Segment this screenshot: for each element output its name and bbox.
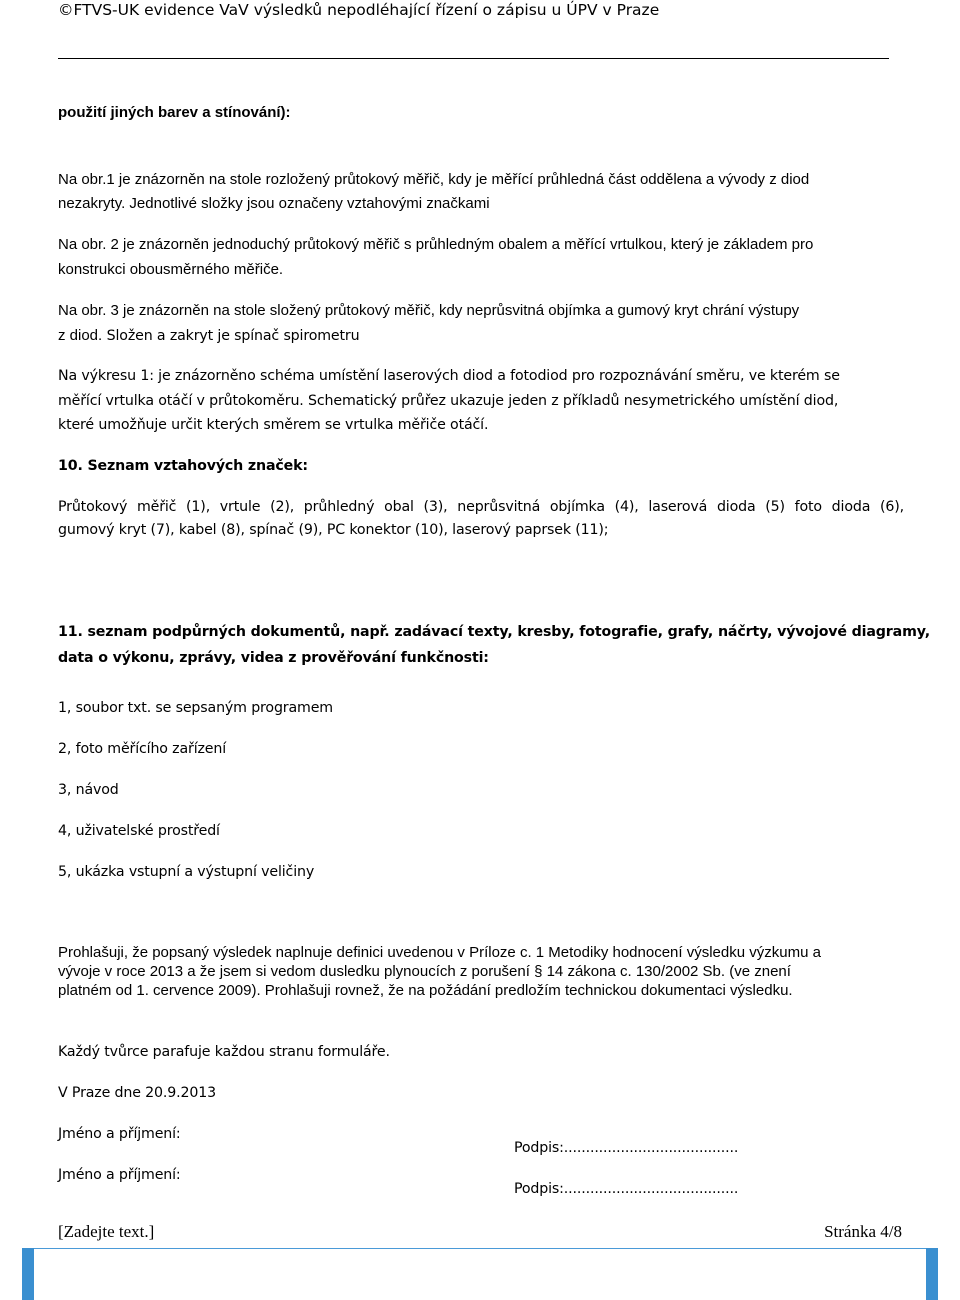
obr1-line1: Na obr.1 je znázorněn na stole rozložený průtokový měřič, kdy je měřící průhledná část oddělena a vývody z diod — [58, 171, 810, 188]
initials-note: Každý tvůrce parafuje každou stranu formuláře. — [58, 1044, 390, 1060]
footer-rule — [34, 1248, 926, 1249]
obr3-line2-end: Složen a zakryt je spínač spirometru — [106, 328, 360, 344]
footer-right-accent — [926, 1248, 938, 1300]
signature-name-label: Jméno a příjmení: — [58, 1167, 181, 1183]
signature-field-label: Podpis:........................................ — [514, 1181, 739, 1198]
obr3-line1: Na obr. 3 je znázorněn na stole složený průtokový měřič, kdy neprůsvitná objímka a gumový kryt chrání výstupy — [58, 302, 800, 319]
section11-heading-line1: 11. seznam podpůrných dokumentů, např. zadávací texty, kresby, fotografie, grafy, náčrty, vývojové diagramy, — [58, 624, 930, 640]
declaration-line2: vývoje v roce 2013 a že jsem si vedom dusledku plynoucích z porušení § 14 zákona c. 130/2002 Sb. (ve znení — [58, 963, 791, 980]
refmarks-line1: Průtokový měřič (1), vrtule (2), průhledný obal (3), neprůsvitná objímka (4), laserová dioda (5) foto dioda (6), — [58, 499, 904, 515]
obr1-line2: nezakryty. Jednotlivé složky jsou označeny vztahovými značkami — [58, 195, 490, 212]
header-title: ©FTVS-UK evidence VaV výsledků nepodléhající řízení o zápisu u ÚPV v Praze — [58, 1, 660, 19]
obr3-line2-start: z diod. — [58, 327, 103, 344]
document-item: 3, návod — [58, 782, 119, 798]
footer-left-accent — [22, 1248, 34, 1300]
declaration-line3: platném od 1. cervence 2009). Prohlašuji rovnež, že na požádání predložím technickou dokumentaci výsledku. — [58, 982, 793, 999]
page-number: Stránka 4/8 — [824, 1222, 902, 1241]
header-rule — [58, 58, 889, 59]
obr3-line2 — [58, 324, 359, 348]
drawing-line1: Na výkresu 1: je znázorněno schéma umístění laserových diod a fotodiod pro rozpoznávání směru, ve kterém se — [58, 368, 840, 384]
refmarks-line2: gumový kryt (7), kabel (8), spínač (9), PC konektor (10), laserový paprsek (11); — [58, 522, 609, 538]
obr2-line2: konstrukci obousměrného měřiče. — [58, 261, 284, 278]
document-item: 4, uživatelské prostředí — [58, 823, 220, 839]
drawing-line2: měřící vrtulka otáčí v průtokoměru. Schematický průřez ukazuje jeden z příkladů nesymetrického umístění diod, — [58, 393, 839, 409]
colors-heading: použití jiných barev a stínování): — [58, 104, 291, 121]
signature-name-label: Jméno a příjmení: — [58, 1126, 181, 1142]
drawing-line3: které umožňuje určit kterých směrem se vrtulka měřiče otáčí. — [58, 417, 489, 433]
signature-field-label: Podpis:........................................ — [514, 1140, 739, 1157]
declaration-line1: Prohlašuji, že popsaný výsledek naplnuje definici uvedenou v Príloze c. 1 Metodiky hodnocení výsledku výzkumu a — [58, 944, 821, 961]
place-date: V Praze dne 20.9.2013 — [58, 1085, 217, 1101]
footer-bar — [22, 1248, 938, 1300]
obr2-line1: Na obr. 2 je znázorněn jednoduchý průtokový měřič s průhledným obalem a měřící vrtulkou, který je základem pro — [58, 236, 814, 253]
section10-heading: 10. Seznam vztahových značek: — [58, 458, 308, 474]
document-item: 5, ukázka vstupní a výstupní veličiny — [58, 864, 315, 880]
footer-left-text: [Zadejte text.] — [58, 1222, 155, 1241]
document-item: 1, soubor txt. se sepsaným programem — [58, 700, 333, 716]
section11-heading-line2: data o výkonu, zprávy, videa z prověřování funkčnosti: — [58, 650, 489, 666]
document-item: 2, foto měřícího zařízení — [58, 741, 226, 757]
